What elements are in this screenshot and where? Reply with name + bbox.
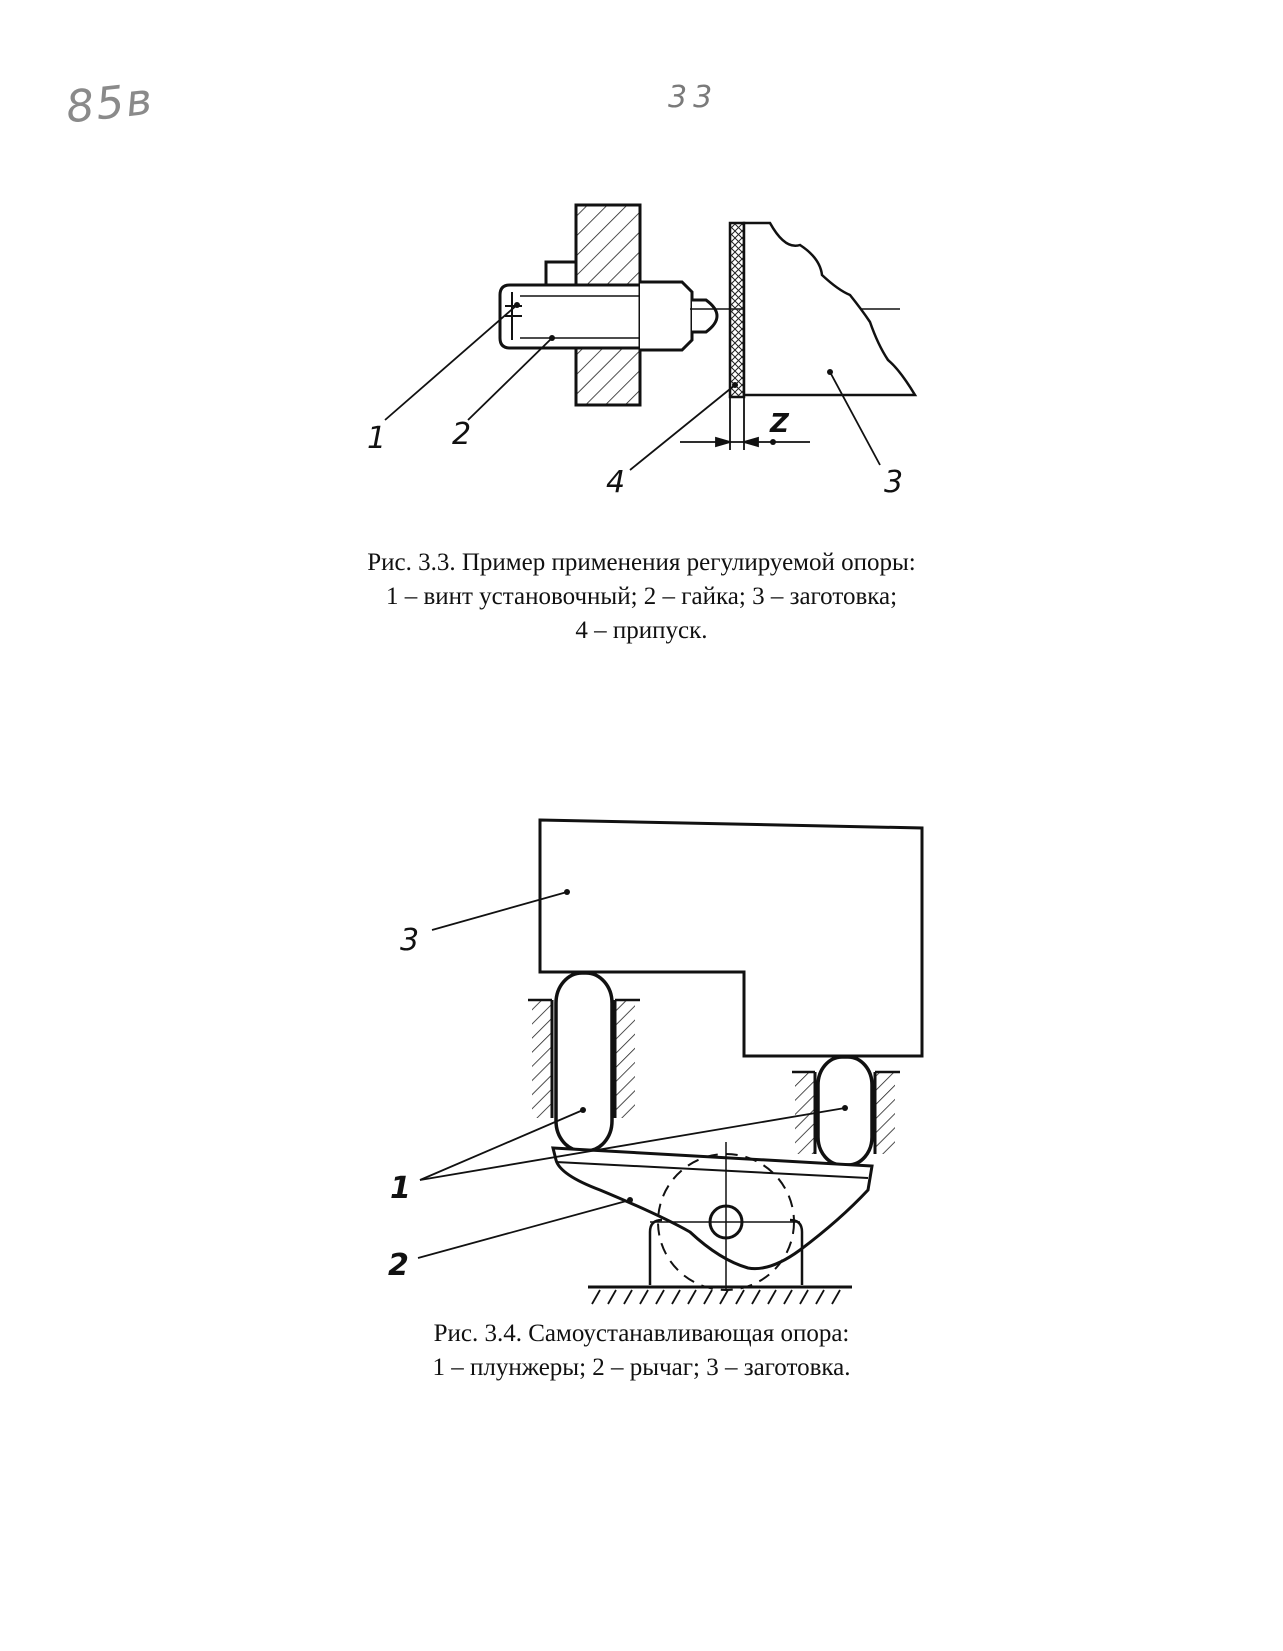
leader-left-plunger bbox=[420, 1110, 583, 1180]
callout-workpiece: 3 bbox=[884, 465, 904, 500]
left-plunger bbox=[556, 973, 612, 1151]
figure-3-4-caption bbox=[0, 1317, 1283, 1385]
figure-3-4-caption-line-1: Рис. 3.4. Самоустанавливающая опора: bbox=[433, 1320, 850, 1347]
handwritten-page-number: 33 bbox=[668, 80, 719, 115]
callout-allowance: 4 bbox=[606, 465, 626, 500]
callout-workpiece-3: 3 bbox=[400, 923, 420, 958]
set-screw bbox=[500, 282, 717, 350]
figure-3-3-caption bbox=[0, 546, 1283, 648]
ground-hatching bbox=[592, 1290, 840, 1304]
leader-lever bbox=[418, 1200, 630, 1258]
figure-3-3-caption-line-2: 1 – винт установочный; 2 – гайка; 3 – заготовка; bbox=[385, 583, 898, 610]
leader-allowance bbox=[630, 385, 735, 470]
handwritten-archive-note: 85в bbox=[63, 73, 157, 134]
figure-3-3-caption-line-1: Рис. 3.3. Пример применения регулируемой опоры: bbox=[367, 549, 916, 576]
leader-nut bbox=[468, 338, 552, 420]
allowance-strip bbox=[730, 223, 744, 397]
callout-dimension-z: Z bbox=[770, 409, 789, 439]
callout-nut: 2 bbox=[452, 417, 472, 452]
figure-3-3-caption-line-3: 4 – припуск. bbox=[575, 617, 708, 644]
figure-3-4-caption-line-2: 1 – плунжеры; 2 – рычаг; 3 – заготовка. bbox=[432, 1354, 851, 1381]
callout-lever: 2 bbox=[388, 1248, 409, 1283]
callout-screw: 1 bbox=[367, 421, 387, 456]
leader-screw bbox=[385, 305, 517, 420]
figure-3-3-drawing bbox=[0, 0, 1283, 540]
dimension-z bbox=[680, 397, 810, 450]
figure-3-4-drawing bbox=[0, 820, 1283, 1310]
callout-plungers: 1 bbox=[390, 1171, 411, 1206]
